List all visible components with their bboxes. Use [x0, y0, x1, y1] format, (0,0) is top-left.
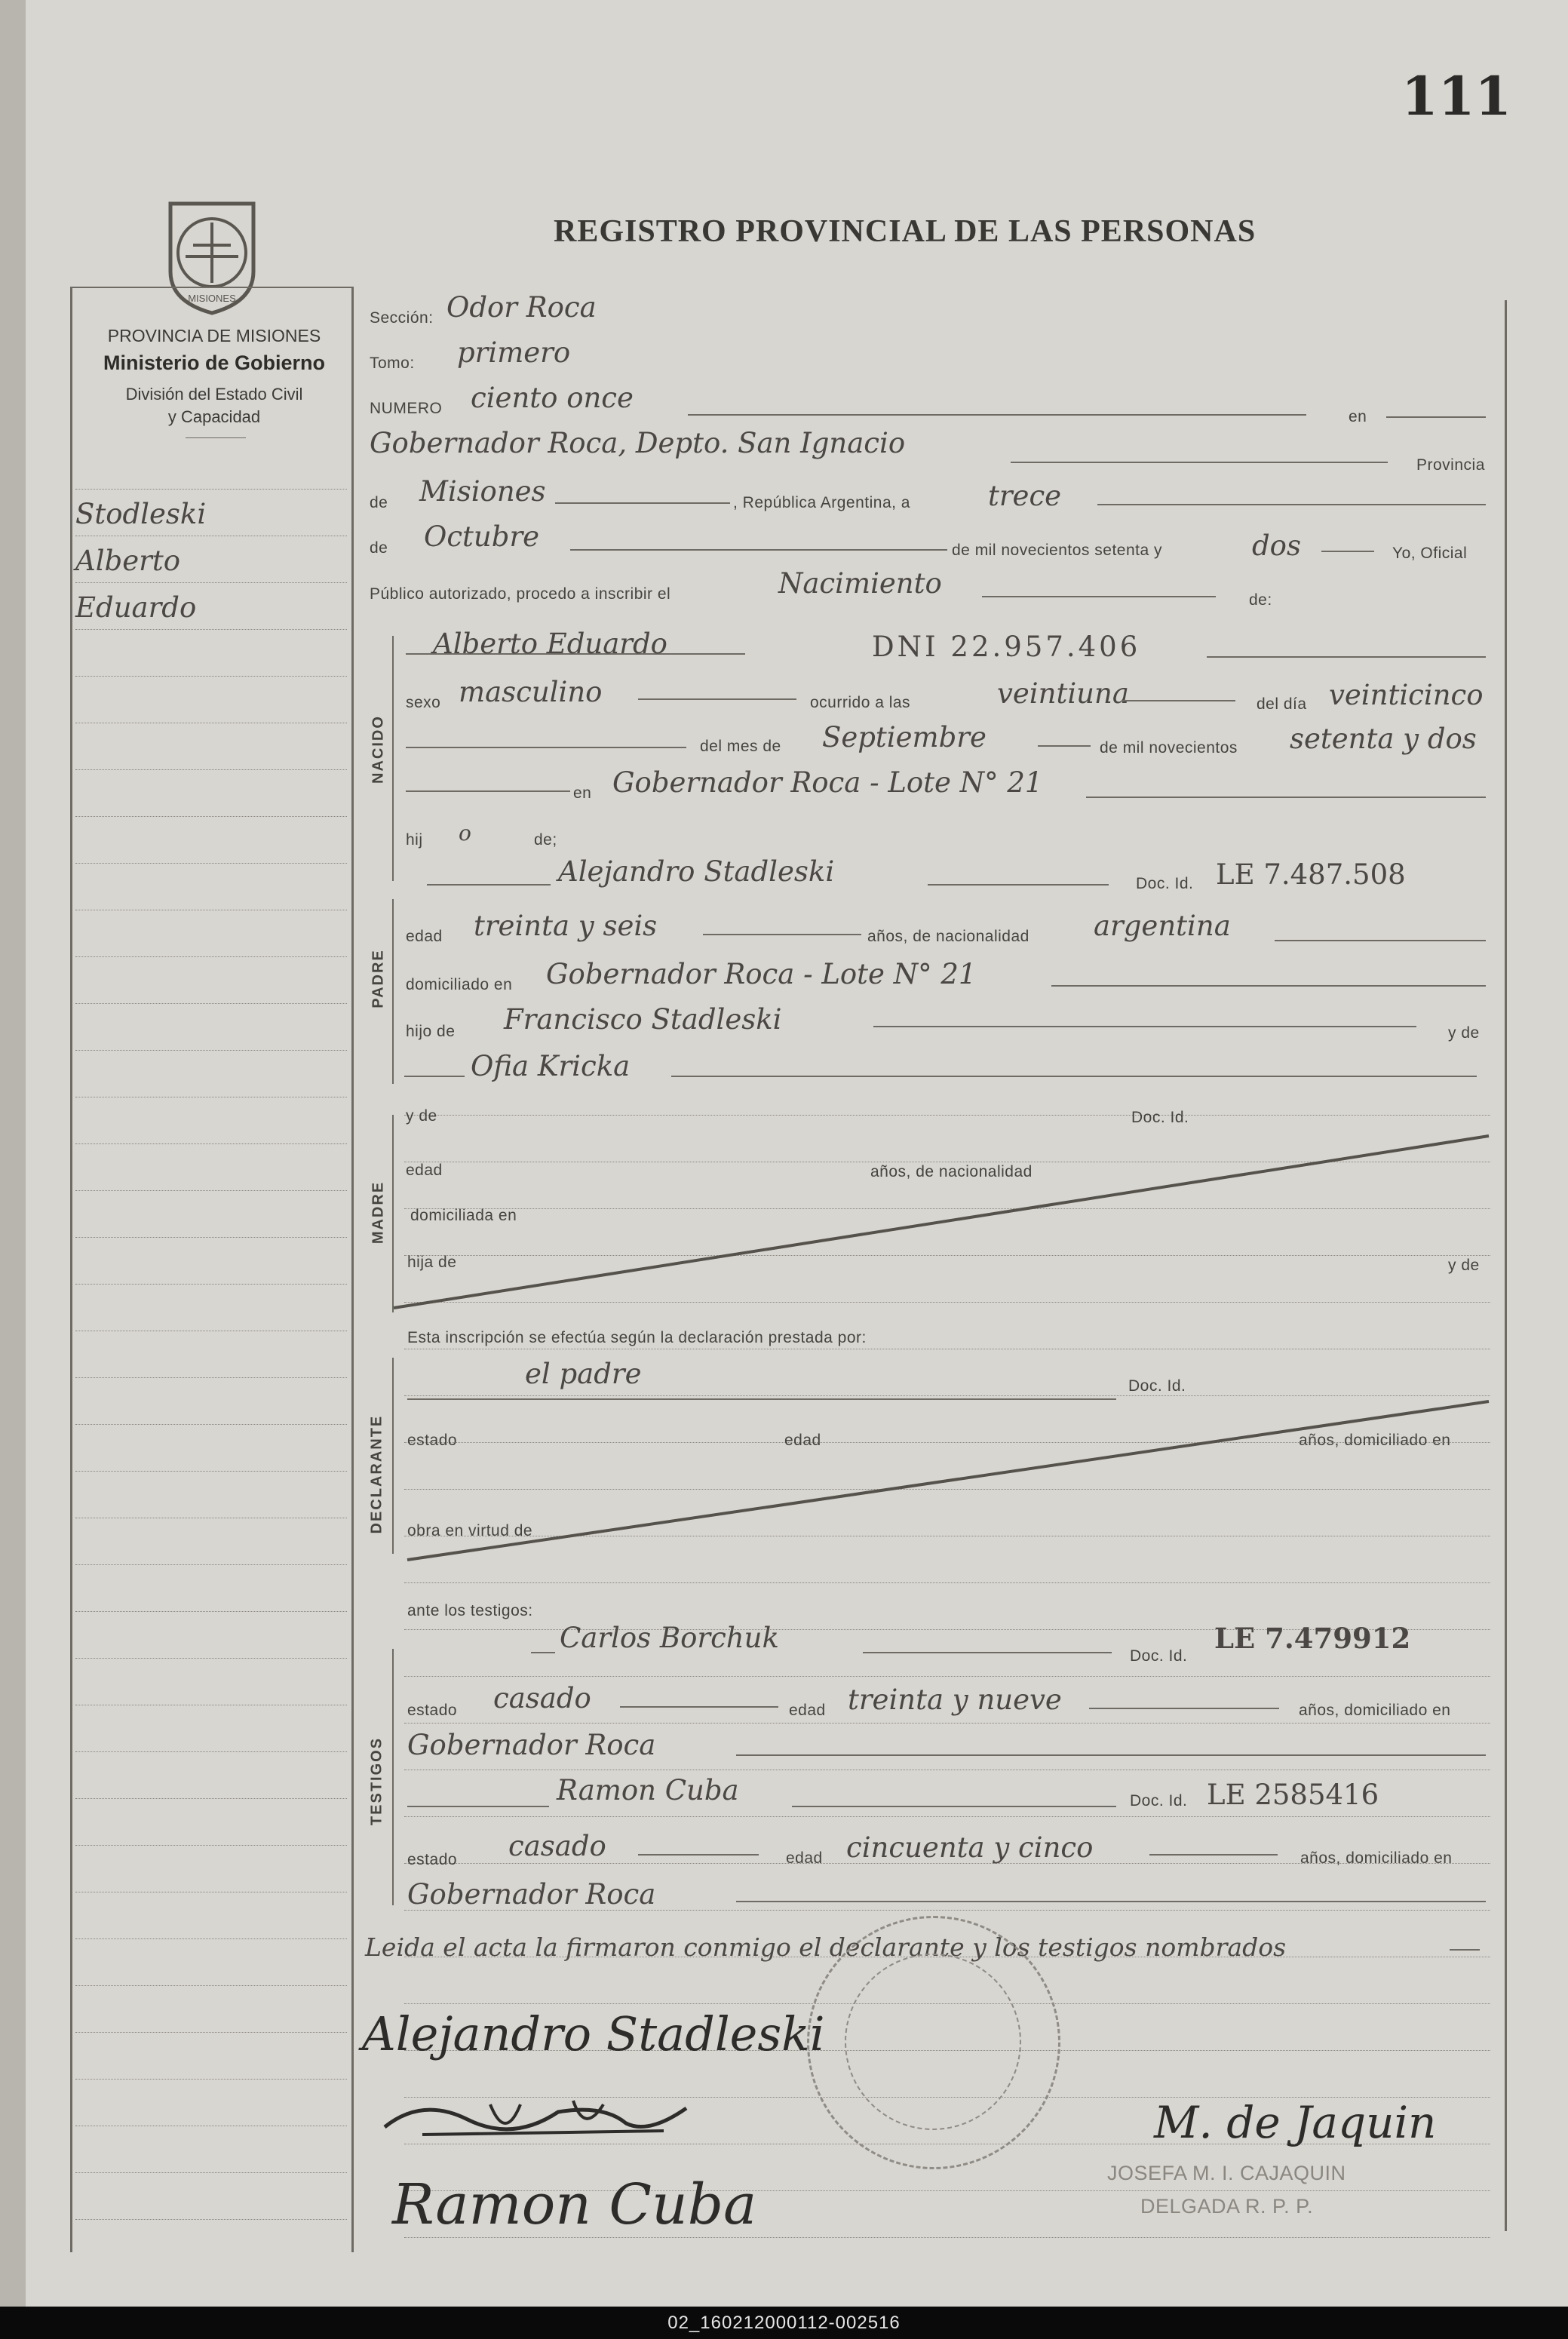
label-de-mil-nov: de mil novecientos	[1100, 739, 1238, 757]
org-ministry: Ministerio de Gobierno	[103, 351, 326, 374]
officer-stamp-title: DELGADA R. P. P.	[1140, 2195, 1314, 2218]
label-ocurrido: ocurrido a las	[810, 694, 911, 711]
label-de-colon: de:	[1249, 591, 1272, 609]
signature-officer: M. de Jaquin	[1154, 2097, 1437, 2148]
label-ante: ante los testigos:	[407, 1602, 533, 1619]
officer-stamp-name: JOSEFA M. I. CAJAQUIN	[1107, 2162, 1346, 2184]
nacido-nombre: Alberto Eduardo	[433, 628, 667, 660]
margin-name-line-2: Alberto	[75, 545, 180, 577]
label-y-de: y de	[1448, 1024, 1480, 1042]
padre-y-de: Ofia Kricka	[471, 1050, 631, 1082]
label-del-dia: del día	[1257, 695, 1307, 713]
value-tomo: primero	[457, 336, 571, 369]
label-obra: obra en virtud de	[407, 1522, 533, 1539]
nacido-sexo: masculino	[459, 676, 603, 708]
closing-statement: Leida el acta la firmaron conmigo el declarante y los testigos nombrados	[365, 1932, 1286, 1962]
label-edad-declarante: edad	[784, 1432, 821, 1449]
label-estado-testigo1: estado	[407, 1702, 458, 1719]
label-en: en	[1349, 408, 1367, 425]
testigo2-domicilio: Gobernador Roca	[407, 1878, 656, 1911]
label-de-2: de	[370, 539, 388, 557]
label-edad-madre: edad	[406, 1162, 443, 1179]
label-y-de-madre: y de	[406, 1107, 437, 1125]
section-label-madre: MADRE	[370, 1180, 387, 1245]
label-del-mes: del mes de	[700, 738, 781, 755]
label-doc-testigo1: Doc. Id.	[1130, 1647, 1188, 1665]
value-provincia: Misiones	[419, 475, 546, 508]
padre-nombre: Alejandro Stadleski	[558, 855, 835, 888]
testigo2-nombre: Ramon Cuba	[557, 1774, 739, 1806]
nacido-dni: DNI 22.957.406	[872, 631, 1141, 663]
label-doc-padre: Doc. Id.	[1136, 875, 1194, 892]
label-provincia: Provincia	[1416, 456, 1485, 474]
label-sexo: sexo	[406, 694, 441, 711]
signature-father: Alejandro Stadleski	[362, 2006, 825, 2061]
section-label-declarante: DECLARANTE	[368, 1414, 385, 1534]
testigo2-edad: cincuenta y cinco	[846, 1831, 1094, 1864]
padre-hijo-de: Francisco Stadleski	[504, 1003, 782, 1036]
value-seccion: Odor Roca	[446, 291, 597, 324]
section-label-testigos: TESTIGOS	[368, 1736, 385, 1826]
label-anos-dom-testigo1: años, domiciliado en	[1299, 1702, 1451, 1719]
label-anos-nac: años, de nacionalidad	[867, 928, 1029, 945]
page-title: REGISTRO PROVINCIAL DE LAS PERSONAS	[554, 214, 1257, 249]
label-edad-testigo1: edad	[789, 1702, 826, 1719]
label-de-mil: de mil novecientos setenta y	[952, 542, 1162, 559]
nacido-dia: veinticinco	[1329, 679, 1484, 711]
org-province: PROVINCIA DE MISIONES	[107, 326, 321, 345]
value-numero: ciento once	[471, 382, 634, 414]
padre-edad: treinta y seis	[474, 910, 658, 942]
label-de-semi: de;	[534, 831, 557, 849]
org-division: División del Estado Civil	[125, 385, 303, 404]
label-doc-madre: Doc. Id.	[1131, 1109, 1189, 1126]
label-en-2: en	[573, 784, 592, 802]
svg-text:MISIONES: MISIONES	[188, 293, 236, 304]
nacido-anio: setenta y dos	[1290, 723, 1477, 755]
value-dia: trece	[988, 480, 1062, 512]
label-numero: NUMERO	[370, 400, 443, 417]
label-yo-oficial: Yo, Oficial	[1392, 545, 1468, 562]
value-acto: Nacimiento	[778, 567, 942, 600]
nacido-hora: veintiuna	[997, 677, 1129, 710]
label-edad: edad	[406, 928, 443, 945]
org-division2: y Capacidad	[167, 407, 261, 426]
margin-name-line-1: Stodleski	[75, 498, 207, 530]
label-hija-de: hija de	[407, 1254, 457, 1271]
testigo1-estado: casado	[493, 1682, 591, 1714]
label-anos-nac-madre: años, de nacionalidad	[870, 1163, 1033, 1180]
section-label-padre: PADRE	[370, 949, 387, 1008]
value-mes: Octubre	[424, 520, 540, 553]
declarante-nombre: el padre	[525, 1358, 642, 1390]
label-domiciliado: domiciliado en	[406, 976, 513, 993]
signature-witness-2: Ramon Cuba	[392, 2172, 757, 2237]
testigo2-doc: LE 2585416	[1207, 1779, 1379, 1811]
padre-nacionalidad: argentina	[1094, 910, 1231, 942]
testigo1-doc: LE 7.479912	[1214, 1622, 1411, 1655]
label-estado-declarante: estado	[407, 1432, 458, 1449]
label-esta-inscripcion: Esta inscripción se efectúa según la declaración prestada por:	[407, 1329, 867, 1346]
image-id-footer: 02_160212000112-002516	[0, 2307, 1568, 2339]
label-seccion: Sección:	[370, 309, 434, 327]
testigo2-estado: casado	[508, 1830, 606, 1862]
label-y-de-madre-2: y de	[1448, 1257, 1480, 1274]
nacido-hijo: o	[459, 821, 471, 846]
label-publico: Público autorizado, procedo a inscribir el	[370, 585, 671, 603]
label-de: de	[370, 494, 388, 511]
testigo1-edad: treinta y nueve	[848, 1684, 1062, 1716]
value-anio: dos	[1252, 529, 1301, 562]
label-domiciliada: domiciliada en	[410, 1207, 517, 1224]
testigo1-domicilio: Gobernador Roca	[407, 1729, 656, 1761]
label-edad-testigo2: edad	[786, 1849, 823, 1867]
nacido-lugar: Gobernador Roca - Lote N° 21	[612, 766, 1043, 799]
padre-doc: LE 7.487.508	[1216, 858, 1406, 891]
label-anos-dom-declarante: años, domiciliado en	[1299, 1432, 1451, 1449]
label-doc-testigo2: Doc. Id.	[1130, 1792, 1188, 1810]
page-number: 111	[1401, 65, 1512, 127]
label-hij: hij	[406, 831, 423, 849]
testigo1-nombre: Carlos Borchuk	[560, 1622, 779, 1654]
value-lugar: Gobernador Roca, Depto. San Ignacio	[370, 427, 906, 459]
section-label-nacido: NACIDO	[370, 715, 387, 784]
margin-name-line-3: Eduardo	[75, 591, 197, 624]
label-hijo-de: hijo de	[406, 1023, 456, 1040]
label-estado-testigo2: estado	[407, 1851, 458, 1868]
label-doc-declarante: Doc. Id.	[1128, 1377, 1186, 1395]
label-republica: , República Argentina, a	[733, 494, 910, 511]
nacido-mes: Septiembre	[822, 721, 987, 754]
label-anos-dom-testigo2: años, domiciliado en	[1300, 1849, 1453, 1867]
label-tomo: Tomo:	[370, 355, 415, 372]
padre-domicilio: Gobernador Roca - Lote N° 21	[546, 958, 977, 990]
